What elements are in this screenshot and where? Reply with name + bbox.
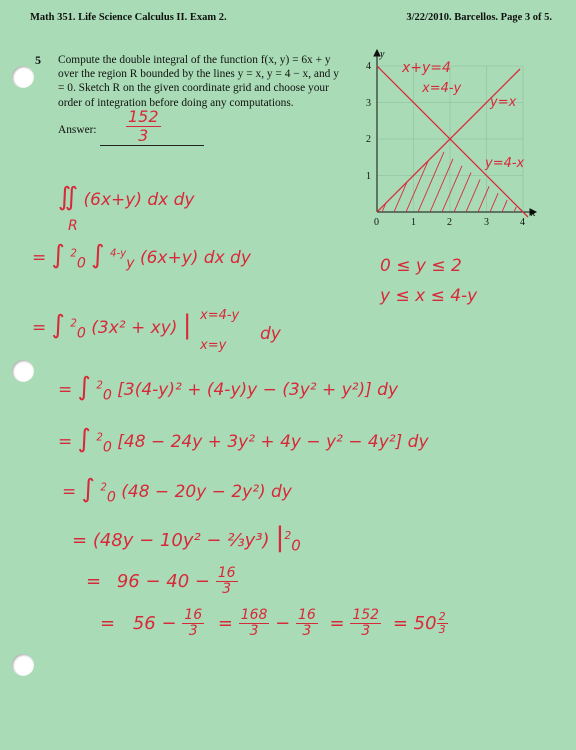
work-line-8-eq4: = bbox=[392, 612, 408, 634]
work-line-8-den4: 3 bbox=[361, 623, 371, 640]
x-tick-3: 3 bbox=[484, 217, 489, 228]
answer-denominator: 3 bbox=[138, 125, 149, 145]
y-tick-2: 2 bbox=[366, 134, 371, 145]
work-line-3-body: [3(4-y)² + (4-y)y − (3y² + y²)] dy bbox=[117, 380, 399, 400]
y-tick-1: 1 bbox=[366, 171, 371, 182]
work-line-6-body: (48y − 10y² − ⅔y³) bbox=[92, 530, 270, 551]
label-x-plus-y-4: x+y=4 bbox=[402, 60, 451, 76]
work-line-7-numerator: 16 bbox=[217, 565, 236, 581]
work-line-1-lower-outer: 0 bbox=[76, 255, 86, 272]
work-line-8-num2: 168 bbox=[240, 607, 268, 623]
work-line-4-lower: 0 bbox=[102, 439, 112, 456]
work-line-4-body: [48 − 24y + 3y² + 4y − y² − 4y²] dy bbox=[117, 432, 429, 452]
work-line-5-upper: 2 bbox=[100, 482, 107, 494]
x-tick-0: 0 bbox=[374, 217, 379, 228]
work-line-1-upper-outer: 2 bbox=[70, 248, 77, 260]
work-line-2: = ∫ $^2_0$ (3x² + xy) | bbox=[32, 310, 192, 342]
work-line-0: ∬ (6x+y) dx dy bbox=[58, 182, 195, 212]
work-line-0-integrand: (6x+y) dx dy bbox=[83, 190, 195, 210]
work-line-5-equals: = bbox=[62, 482, 77, 502]
work-line-4: = ∫ $^2_0$ [48 − 24y + 3y² + 4y − y² − 4y²] dy bbox=[58, 424, 429, 456]
graph-annotations bbox=[401, 60, 525, 171]
y-axis-label: y bbox=[380, 49, 385, 60]
binder-hole-top bbox=[12, 66, 34, 88]
work-line-2-equals: = bbox=[32, 318, 47, 338]
header-date-page: 3/22/2010. Barcellos. Page 3 of 5. bbox=[406, 12, 552, 23]
work-line-1-equals: = bbox=[32, 248, 47, 268]
work-line-1-integrand: (6x+y) dx dy bbox=[139, 248, 251, 268]
work-line-4-upper: 2 bbox=[96, 432, 103, 444]
work-line-8-num3: 16 bbox=[297, 607, 316, 623]
label-y-x: y=x bbox=[490, 95, 517, 110]
x-tick-4: 4 bbox=[520, 217, 525, 228]
work-line-1-lower-inner: y bbox=[126, 255, 135, 272]
answer-label: Answer: bbox=[58, 124, 97, 136]
work-line-2-body: (3x² + xy) bbox=[91, 318, 178, 338]
work-line-8-a: 56 − bbox=[132, 612, 177, 634]
work-line-7-body: 96 − 40 − bbox=[116, 570, 210, 592]
work-line-3-equals: = bbox=[58, 380, 73, 400]
x-tick-labels bbox=[374, 217, 525, 228]
work-line-2-eval-bottom: x=y bbox=[200, 338, 227, 353]
work-line-8 bbox=[100, 608, 448, 640]
work-line-8-den2: 3 bbox=[249, 623, 259, 640]
work-line-2-upper: 2 bbox=[70, 318, 77, 330]
binder-hole-bottom bbox=[12, 654, 34, 676]
x-tick-2: 2 bbox=[447, 217, 452, 228]
work-line-0-region: R bbox=[68, 218, 78, 234]
work-line-3-lower: 0 bbox=[102, 387, 112, 404]
answer-line bbox=[100, 145, 204, 146]
work-line-8-den3: 3 bbox=[302, 623, 312, 640]
work-line-7-denominator: 3 bbox=[222, 581, 232, 598]
work-line-1: = ∫ $^2_0$ ∫ $^{4-y}_y$ (6x+y) dx dy bbox=[32, 240, 251, 272]
work-line-8-eq3: = bbox=[329, 612, 345, 634]
answer-value bbox=[126, 108, 161, 144]
coordinate-graph bbox=[360, 48, 550, 228]
work-line-6-lower: 0 bbox=[291, 536, 301, 555]
condition-x-range: y ≤ x ≤ 4-y bbox=[380, 286, 478, 306]
work-line-3: = ∫ $^2_0$ [3(4-y)² + (4-y)y − (3y² + y²)] dy bbox=[58, 372, 399, 404]
region-hatching bbox=[370, 138, 546, 212]
work-line-8-mixed-num: 2 bbox=[438, 610, 446, 624]
condition-y-range: 0 ≤ y ≤ 2 bbox=[380, 256, 462, 276]
work-line-5-body: (48 − 20y − 2y²) dy bbox=[121, 482, 292, 502]
work-line-8-minus: − bbox=[275, 612, 291, 634]
work-line-2-dy: dy bbox=[260, 324, 281, 344]
work-line-7 bbox=[86, 566, 238, 598]
y-tick-labels bbox=[366, 61, 371, 182]
label-x-4-minus-y: x=4-y bbox=[422, 81, 462, 96]
work-line-8-den1: 3 bbox=[188, 623, 198, 640]
work-line-6-upper: 2 bbox=[284, 529, 292, 542]
work-line-6: = (48y − 10y² − ⅔y³) $|^2_0$ bbox=[72, 522, 301, 555]
y-tick-4: 4 bbox=[366, 61, 371, 72]
work-line-8-eq2: = bbox=[217, 612, 233, 634]
work-line-3-upper: 2 bbox=[96, 380, 103, 392]
header-course-title: Math 351. Life Science Calculus II. Exam 2. bbox=[30, 12, 227, 23]
y-tick-3: 3 bbox=[366, 98, 371, 109]
x-tick-1: 1 bbox=[411, 217, 416, 228]
answer-numerator: 152 bbox=[128, 107, 159, 126]
binder-hole-middle bbox=[12, 360, 34, 382]
work-line-5-lower: 0 bbox=[106, 489, 116, 506]
work-line-8-mixed-whole: 50 bbox=[413, 612, 437, 634]
work-line-6-equals: = bbox=[72, 530, 88, 551]
work-line-7-equals: = bbox=[86, 570, 102, 592]
problem-statement: Compute the double integral of the function f(x, y) = 6x + y over the region R bounded by the lines y = x, y = 4 − x, and y = 0. Sketch R on the given coordinate grid and choose your order of integration before doing any computations. bbox=[58, 54, 339, 109]
work-line-5: = ∫ $^2_0$ (48 − 20y − 2y²) dy bbox=[62, 474, 292, 506]
x-axis-label: x bbox=[531, 208, 536, 219]
work-line-8-num1: 16 bbox=[184, 607, 203, 623]
work-line-1-upper-inner: 4-y bbox=[109, 248, 127, 260]
work-line-8-equals: = bbox=[100, 612, 116, 634]
work-line-8-mixed-den: 3 bbox=[438, 623, 446, 637]
work-line-8-num4: 152 bbox=[352, 607, 380, 623]
label-y-4-minus-x: y=4-x bbox=[485, 156, 525, 171]
problem-number: 5 bbox=[35, 53, 41, 67]
work-line-4-equals: = bbox=[58, 432, 73, 452]
work-line-2-eval-top: x=4-y bbox=[200, 308, 240, 323]
work-line-2-lower: 0 bbox=[76, 325, 86, 342]
